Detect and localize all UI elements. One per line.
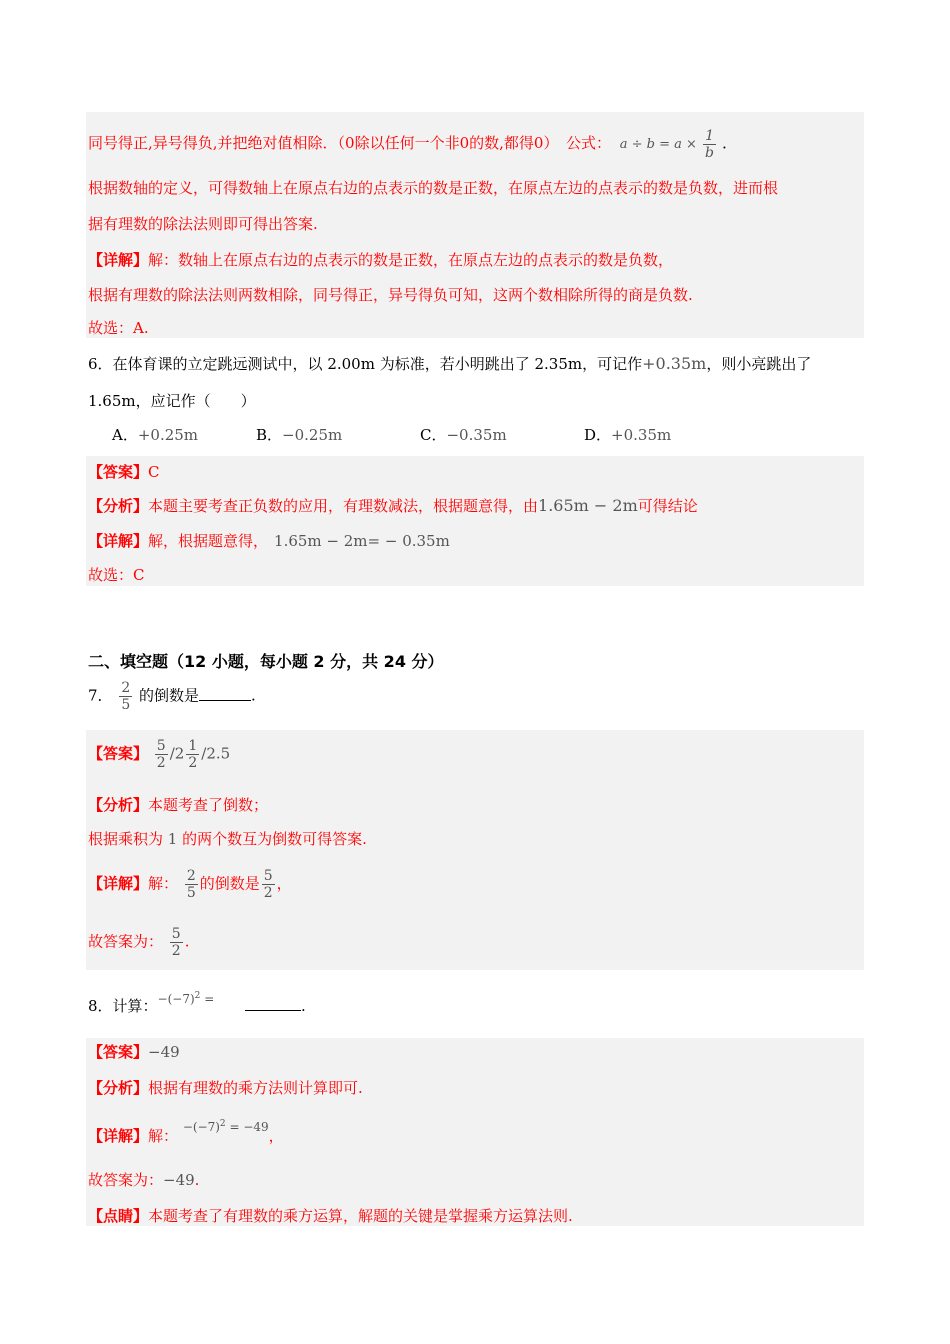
choose-line: 故选：A. bbox=[88, 319, 149, 337]
q8-answer: 【答案】−49 bbox=[88, 1043, 180, 1061]
q6-option-a[interactable]: A．+0.25m bbox=[112, 426, 199, 444]
q7-blank[interactable] bbox=[199, 686, 251, 701]
q8-tip: 【点睛】本题考查了有理数的乘方运算，解题的关键是掌握乘方运算法则. bbox=[88, 1207, 573, 1225]
q7-answer: 【答案】 $\frac{5}{2}$ /2 $\frac{1}{2}$ /2.5 bbox=[88, 738, 231, 771]
q8-stem: 8．计算：$^{-(-7)^2 =}$ . bbox=[88, 991, 306, 1015]
detail-line-2: 根据有理数的除法法则两数相除，同号得正，异号得负可知，这两个数相除所得的商是负数. bbox=[88, 286, 693, 304]
q6-option-b[interactable]: B．−0.25m bbox=[256, 426, 343, 444]
q7-detail: 【详解】解： $\frac{2}{5}$ 的倒数是 $\frac{5}{2}$ ， bbox=[88, 868, 292, 901]
analysis-line-1: 根据数轴的定义，可得数轴上在原点右边的点表示的数是正数，在原点左边的点表示的数是负数，进而根 bbox=[88, 179, 779, 197]
formula: a ÷ b = a × $\frac{1}{b}$ bbox=[619, 128, 715, 161]
section-heading: 二、填空题（12 小题，每小题 2 分，共 24 分） bbox=[88, 652, 444, 671]
q6-solution-block bbox=[86, 456, 864, 586]
q7-analysis-line2: 根据乘积为 1 的两个数互为倒数可得答案. bbox=[88, 830, 367, 848]
q6-answer: 【答案】C bbox=[88, 463, 160, 481]
q6-option-c[interactable]: C．−0.35m bbox=[420, 426, 507, 444]
detail-line: 【详解】解：数轴上在原点右边的点表示的数是正数，在原点左边的点表示的数是负数， bbox=[88, 251, 674, 269]
q8-detail: 【详解】解： $^{-(-7)^2 = -49}$， bbox=[88, 1119, 284, 1145]
q6-choose: 故选：C bbox=[88, 566, 145, 584]
rule-line: 同号得正,异号得负,并把绝对值相除．（0除以任何一个非0的数,都得0） 公式： a ÷ b = a × $\frac{1}{b}$ ． bbox=[88, 128, 738, 161]
q8-final: 故答案为：−49. bbox=[88, 1171, 200, 1189]
q7-analysis: 【分析】本题考查了倒数； bbox=[88, 796, 269, 814]
q8-blank[interactable] bbox=[245, 996, 301, 1011]
q6-analysis: 【分析】本题主要考查正负数的应用，有理数减法，根据题意得，由1.65m − 2m可得结论 bbox=[88, 496, 698, 515]
q8-analysis: 【分析】根据有理数的乘方法则计算即可. bbox=[88, 1079, 363, 1097]
q6-detail: 【详解】解，根据题意得， 1.65m − 2m= − 0.35m bbox=[88, 532, 450, 550]
q7-stem: 7． $\frac{2}{5}$ 的倒数是 . bbox=[88, 680, 256, 713]
q6-stem-line2: 1.65m，应记作（ ） bbox=[88, 392, 256, 410]
analysis-line-2: 据有理数的除法法则即可得出答案. bbox=[88, 215, 318, 233]
q6-stem: 6．在体育课的立定跳远测试中，以 2.00m 为标准，若小明跳出了 2.35m，可记作+0.35m，则小亮跳出了 bbox=[88, 354, 812, 373]
q6-option-d[interactable]: D．+0.35m bbox=[584, 426, 672, 444]
rule-text: 同号得正,异号得负,并把绝对值相除．（0除以任何一个非0的数,都得0） 公式： bbox=[88, 134, 611, 152]
q7-final: 故答案为： $\frac{5}{2}$ . bbox=[88, 926, 190, 959]
